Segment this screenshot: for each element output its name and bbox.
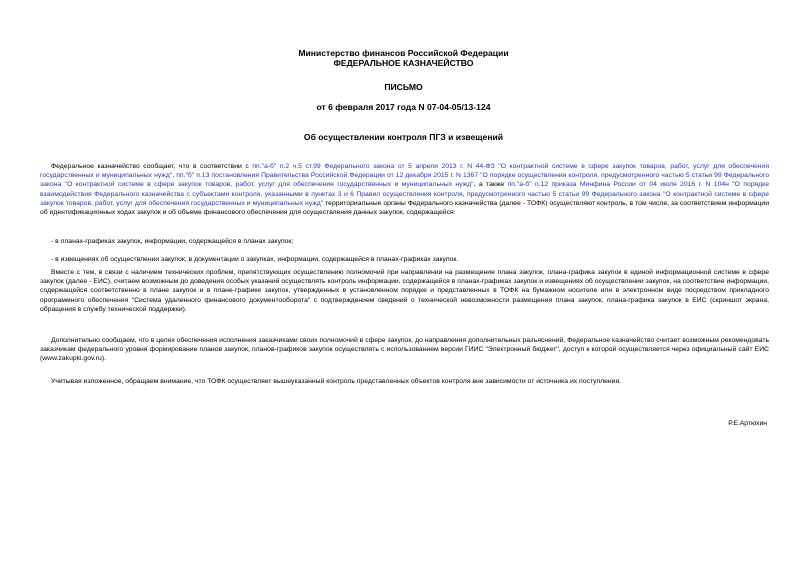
paragraph-text: Федеральное казначейство сообщает, что в соответствии с [51,163,253,170]
document-type: ПИСЬМО [384,82,423,92]
paragraph-legal-basis [40,162,769,217]
list-item-plans [40,237,769,246]
paragraph-text: Дополнительно сообщаем, что в целях обеспечения исполнения заказчиками своих полномочий в сфере закупок, до направления дополнительных разъяснений, Федеральное казначейство считает возможным рекомендовать заказчикам федерального уровня формирование планов закупок, планов-графиков закупок осуществлять с использованием версии ГИИС "Электронный бюджет", доступ к которой осуществляется через официальный сайт ЕИС (www.zakupki.gov.ru). [40,337,769,363]
paragraph-text: , [172,172,177,180]
paragraph-recommendation [40,336,769,364]
paragraph-conclusion [40,377,769,386]
ministry-name: Министерство финансов Российской Федерации [298,48,509,58]
law-44fz-link[interactable]: пп."а-б" п.2 ч.5 ст.99 Федерального закона от 5 апреля 2013 г. N 44-ФЗ "О контрактной системе в сфере закупок товаров, работ, услуг для обеспечения государственных и муниципальных нужд" [40,163,769,180]
paragraph-text: Учитывая изложенное, обращаем внимание, что ТОФК осуществляет вышеуказанный контроль представленных объектов контроля вне зависимости от источника их поступления. [51,378,622,385]
paragraph-text: территориальные органы Федерального казначейства (далее - ТОФК) осуществляют контроль, в том числе, за соответствием информации об идентификационных кодах закупок и об объеме финансового обеспечения для осуществления данных закупок, содержащейся: [40,199,770,217]
document-number-date: от 6 февраля 2017 года N 07-04-05/13-124 [316,102,491,112]
paragraph-technical-problems [40,268,769,314]
government-decree-1367-link[interactable]: пп."б" п.13 постановления Правительства Российской Федерации от 12 декабря 2015 г. N 1367 "О порядке осуществления контроля, предусмотренного частью 5 статьи 99 Федерального закона "О контрактной системе в сфере закупок товаров, работ, услуг для обеспечения государственных и муниципальных нужд" [40,172,769,189]
signature: Р.Е.Артюхин [728,420,767,427]
paragraph-text: , а также [473,181,508,189]
list-item-notices [40,255,769,264]
treasury-name: ФЕДЕРАЛЬНОЕ КАЗНАЧЕЙСТВО [333,58,474,68]
paragraph-text: Вместе с тем, в связи с наличием технических проблем, препятствующих осуществлению полномочий при направлении на размещение плана закупок, плана-графика закупок в единой информационной системе в сфере закупок (далее - ЕИС), считаем возможным до доведения особых указаний осуществлять контроль информации, содержащейся в планах-графиках закупок и извещениях об осуществлении закупок, на соответствие информации, содержащейся соответственно в плане закупок и в плане-графике закупок, утвержденных в установленном порядке и представленных в ТОФК на бумажном носителе или в электронном виде посредством прикладного программного обеспечения "Система удаленного финансового документооборота" с подтверждением сведений о технической невозможности размещения плана закупок, плана-графика закупок в ЕИС (скриншот экрана, обращения в службу технической поддержки). [40,269,769,313]
minfin-order-104n-link[interactable]: пп."а-б" п.12 приказа Минфина России от 04 июля 2016 г. N 104н "О порядке взаимодействия Федерального казначейства с субъектами контроля, указанными в пунктах 3 и 6 Правил осуществления контроля, предусмотренного частью 5 статьи 99 Федерального закона "О контрактной системе в сфере закупок товаров, работ, услуг для обеспечения государственных и муниципальных нужд" [40,181,770,207]
document-subject: Об осуществлении контроля ПГЗ и извещений [303,132,504,142]
list-item-text: - в планах-графиках закупок, информации, содержащейся в планах закупок; [51,238,294,245]
list-item-text: - в извещениях об осуществлении закупок, в документации о закупках, информации, содержащейся в планах-графиках закупок. [51,256,459,263]
